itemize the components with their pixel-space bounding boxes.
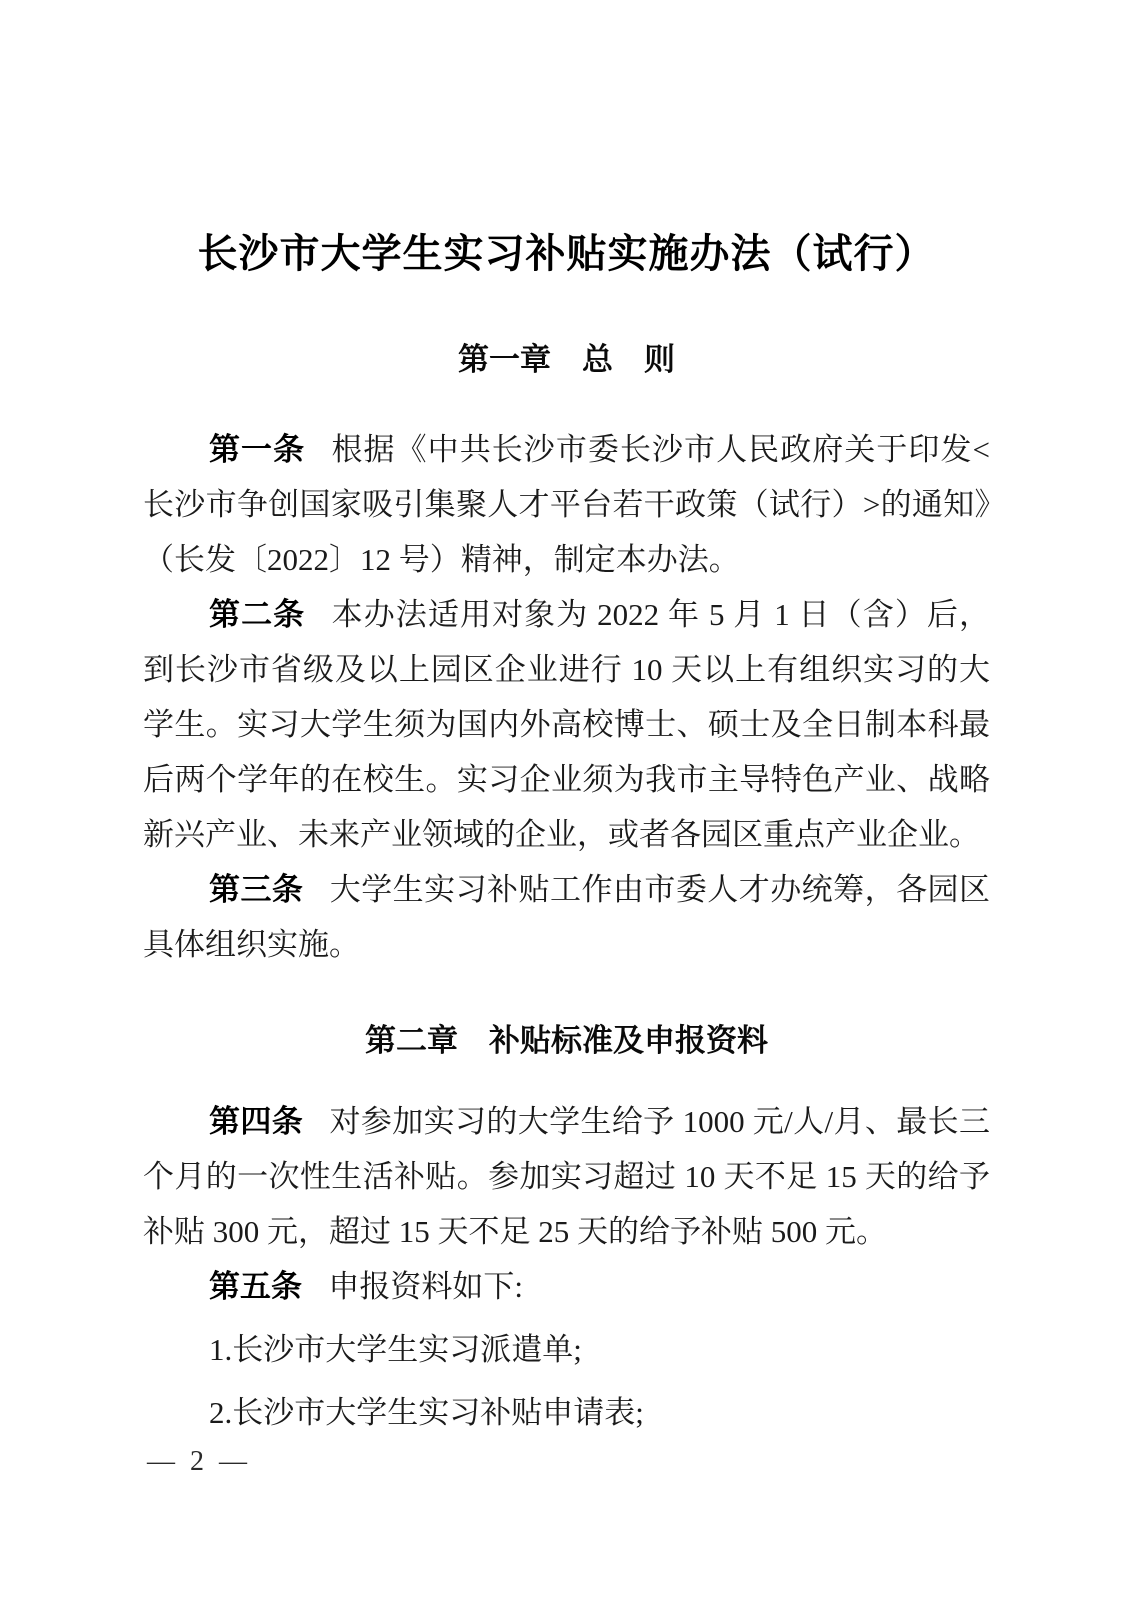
article-3-label: 第三条 xyxy=(209,872,304,907)
application-material-item-2: 2.长沙市大学生实习补贴申请表; xyxy=(209,1395,644,1430)
article-5-text: 申报资料如下: xyxy=(328,1269,523,1304)
article-2-label: 第二条 xyxy=(209,597,306,632)
article-1-paragraph xyxy=(143,422,990,587)
article-5-label: 第五条 xyxy=(209,1269,302,1304)
article-1-text: 根据《中共长沙市委长沙市人民政府关于印发<长沙市争创国家吸引集聚人才平台若干政策（试行）>的通知》（长发〔2022〕12 号）精神，制定本办法。 xyxy=(143,432,990,577)
article-4-label: 第四条 xyxy=(209,1104,304,1139)
article-3-paragraph xyxy=(143,862,990,972)
article-2-text: 本办法适用对象为 2022 年 5 月 1 日（含）后，到长沙市省级及以上园区企业进行 10 天以上有组织实习的大学生。实习大学生须为国内外高校博士、硕士及全日制本科最后两个学年的在校生。实习企业须为我市主导特色产业、战略新兴产业、未来产业领域的企业，或者各园区重点产业企业。 xyxy=(143,597,991,852)
document-content xyxy=(143,0,990,1440)
chapter-2-heading: 第二章 补贴标准及申报资料 xyxy=(365,1023,768,1058)
article-3-text: 大学生实习补贴工作由市委人才办统筹，各园区具体组织实施。 xyxy=(143,872,990,962)
article-2-paragraph xyxy=(143,587,990,862)
article-4-text: 对参加实习的大学生给予 1000 元/人/月、最长三个月的一次性生活补贴。参加实习超过 10 天不足 15 天的给予补贴 300 元，超过 15 天不足 25 天的给予补贴 500 元。 xyxy=(143,1104,990,1249)
article-5-paragraph xyxy=(143,1259,990,1314)
application-material-item-1: 1.长沙市大学生实习派遣单; xyxy=(209,1332,582,1367)
article-4-paragraph xyxy=(143,1094,990,1259)
page-number: — 2 — xyxy=(147,1446,251,1477)
document-title: 长沙市大学生实习补贴实施办法（试行） xyxy=(197,231,936,276)
article-1-label: 第一条 xyxy=(209,432,306,467)
chapter-1-heading: 第一章 总 则 xyxy=(458,342,675,377)
